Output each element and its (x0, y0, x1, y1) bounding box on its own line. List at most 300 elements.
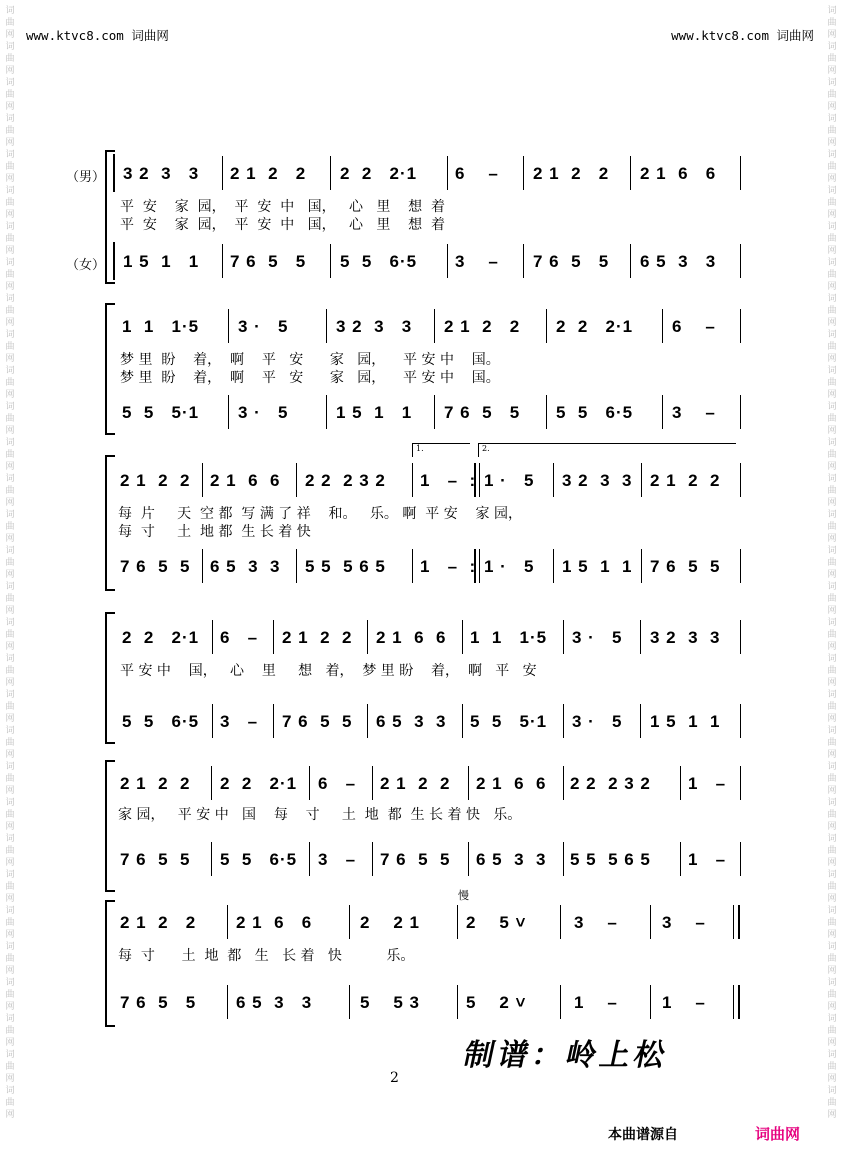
watermark-char: 曲 (827, 738, 837, 748)
watermark-char: 网 (827, 174, 837, 184)
barline (296, 463, 297, 497)
male-bar-5: 2 1 2 2 (533, 164, 610, 183)
final-barline (738, 985, 740, 1019)
watermark-char: 网 (827, 822, 837, 832)
watermark-char: 词 (827, 1014, 837, 1024)
watermark-char: 网 (5, 858, 15, 868)
watermark-char: 网 (5, 1002, 15, 1012)
watermark-char: 曲 (827, 522, 837, 532)
barline (273, 620, 274, 654)
watermark-char: 曲 (827, 774, 837, 784)
score-system-5 (0, 760, 842, 895)
watermark-char: 词 (5, 942, 15, 952)
barline (641, 549, 642, 583)
watermark-char: 网 (827, 390, 837, 400)
watermark-char: 曲 (827, 954, 837, 964)
male-bar-3: 2 2 2 3 2 (305, 471, 386, 490)
watermark-char: 词 (827, 762, 837, 772)
male-bar-5: 1 · 5 (484, 471, 535, 490)
watermark-char: 网 (5, 282, 15, 292)
male-bar-5: 2 1 6 6 (476, 774, 547, 793)
volta-first-ending: 1. (412, 443, 470, 457)
barline (740, 766, 741, 800)
barline (273, 704, 274, 738)
female-bar-5: 1 · 5 (484, 557, 535, 576)
system-bracket (105, 455, 115, 591)
barline (563, 704, 564, 738)
male-bar-2: 2 1 6 6 (236, 913, 313, 932)
watermark-char: 词 (827, 690, 837, 700)
barline (733, 985, 734, 1019)
watermark-char: 曲 (5, 954, 15, 964)
watermark-char: 网 (827, 642, 837, 652)
female-bar-3: 5 5 3 (360, 993, 420, 1012)
watermark-char: 网 (827, 282, 837, 292)
watermark-char: 网 (5, 570, 15, 580)
female-bar-7: 1 – (688, 850, 727, 869)
barline (553, 549, 554, 583)
watermark-char: 网 (827, 30, 837, 40)
watermark-char: 曲 (5, 342, 15, 352)
watermark-char: 词 (827, 834, 837, 844)
barline (212, 704, 213, 738)
male-bar-3: 2 2 2·1 (340, 164, 418, 183)
barline (740, 309, 741, 343)
watermark-char: 词 (5, 978, 15, 988)
female-bar-2: 3 – (220, 712, 259, 731)
watermark-char: 网 (5, 714, 15, 724)
watermark-char: 词 (5, 1050, 15, 1060)
watermark-char: 词 (827, 222, 837, 232)
barline (113, 242, 115, 280)
watermark-char: 词 (827, 582, 837, 592)
watermark-char: 网 (827, 1074, 837, 1084)
barline (228, 395, 229, 429)
watermark-char: 网 (827, 678, 837, 688)
watermark-char: 词 (827, 798, 837, 808)
female-bar-5: 1 – (574, 993, 618, 1012)
female-bar-1: 5 5 5·1 (122, 403, 200, 422)
watermark-char: 曲 (5, 702, 15, 712)
barline (662, 309, 663, 343)
barline (326, 395, 327, 429)
header-site-right: www.ktvc8.com 词曲网 (671, 28, 814, 43)
barline (650, 905, 651, 939)
footer-logo[interactable]: 词曲网 (755, 1125, 801, 1143)
male-bar-5: 1 1 1·5 (470, 628, 548, 647)
watermark-char: 词 (5, 618, 15, 628)
lyric-line-1: 每 片 天 空 都 写 满 了 祥 和。 乐。 啊 平 安 家 园， (118, 506, 522, 522)
watermark-char: 词 (5, 366, 15, 376)
barline (462, 704, 463, 738)
watermark-char: 曲 (827, 810, 837, 820)
watermark-char: 词 (827, 942, 837, 952)
watermark-char: 网 (827, 246, 837, 256)
watermark-char: 曲 (5, 306, 15, 316)
score-system-6 (0, 889, 842, 1030)
tempo-mark: 慢 (458, 889, 469, 902)
barline (202, 463, 203, 497)
watermark-char: 曲 (5, 90, 15, 100)
watermark-char: 网 (827, 1002, 837, 1012)
male-bar-4: 6 – (455, 164, 499, 183)
watermark-char: 网 (5, 390, 15, 400)
watermark-char: 网 (827, 138, 837, 148)
watermark-char: 曲 (5, 234, 15, 244)
barline (222, 156, 223, 190)
watermark-char: 词 (5, 654, 15, 664)
system-bracket (105, 760, 115, 892)
watermark-char: 词 (5, 150, 15, 160)
lyric-line-2: 梦 里 盼 着， 啊 平 安 家 园， 平 安 中 国。 (120, 370, 500, 386)
barline (367, 704, 368, 738)
female-bar-7: 1 5 1 1 (650, 712, 721, 731)
watermark-char: 词 (827, 618, 837, 628)
watermark-char: 曲 (5, 990, 15, 1000)
watermark-char: 网 (5, 534, 15, 544)
female-bar-3: 1 5 1 1 (336, 403, 413, 422)
watermark-char: 曲 (5, 1062, 15, 1072)
watermark-char: 曲 (827, 18, 837, 28)
female-bar-5: 7 6 5 5 (533, 252, 610, 271)
male-bar-7: 3 2 3 3 (650, 628, 721, 647)
watermark-char: 网 (827, 102, 837, 112)
watermark-char: 曲 (827, 702, 837, 712)
male-bar-1: 2 2 2·1 (122, 628, 200, 647)
watermark-char: 曲 (5, 846, 15, 856)
female-bar-5: 5 5 5·1 (470, 712, 548, 731)
watermark-char: 曲 (827, 1062, 837, 1072)
watermark-char: 曲 (827, 306, 837, 316)
barline (349, 905, 350, 939)
female-bar-6: 1 5 1 1 (562, 557, 633, 576)
male-bar-6: 6 – (672, 317, 716, 336)
barline (211, 766, 212, 800)
watermark-char: 网 (5, 138, 15, 148)
watermark-char: 曲 (827, 450, 837, 460)
watermark-char: 曲 (5, 630, 15, 640)
watermark-char: 网 (827, 66, 837, 76)
watermark-char: 词 (5, 258, 15, 268)
barline (650, 985, 651, 1019)
watermark-char: 网 (5, 210, 15, 220)
score-system-4 (0, 612, 842, 747)
barline (560, 905, 561, 939)
male-bar-1: 1 1 1·5 (122, 317, 200, 336)
watermark-char: 曲 (5, 1098, 15, 1108)
watermark-char: 曲 (827, 882, 837, 892)
barline (330, 244, 331, 278)
barline (563, 766, 564, 800)
male-bar-4: 2 1 2 2 (444, 317, 521, 336)
watermark-char: 曲 (5, 378, 15, 388)
male-bar-6: 3 2 3 3 (562, 471, 633, 490)
watermark-char: 词 (827, 6, 837, 16)
barline (202, 549, 203, 583)
watermark-char: 曲 (827, 90, 837, 100)
watermark-char: 曲 (827, 1026, 837, 1036)
female-bar-3: 5 5 6·5 (340, 252, 418, 271)
system-bracket (105, 303, 115, 435)
barline (412, 549, 413, 583)
barline (630, 156, 631, 190)
watermark-char: 曲 (5, 126, 15, 136)
watermark-char: 曲 (827, 918, 837, 928)
female-bar-4: 1 – : (420, 557, 477, 576)
watermark-char: 曲 (827, 198, 837, 208)
lyric-line-1: 平 安 家 园， 平 安 中 国， 心 里 想 着 (120, 199, 446, 215)
watermark-char: 网 (5, 678, 15, 688)
watermark-char: 词 (827, 510, 837, 520)
watermark-char: 网 (827, 894, 837, 904)
male-bar-3: 2 1 2 2 (282, 628, 353, 647)
barline (640, 620, 641, 654)
male-bar-1: 2 1 2 2 (120, 913, 197, 932)
watermark-char: 网 (827, 1110, 837, 1120)
female-bar-1: 5 5 6·5 (122, 712, 200, 731)
female-bar-6: 6 5 3 3 (640, 252, 717, 271)
watermark-char: 网 (5, 1074, 15, 1084)
watermark-char: 词 (5, 870, 15, 880)
female-bar-1: 1 5 1 1 (123, 252, 200, 271)
watermark-char: 网 (5, 966, 15, 976)
watermark-char: 词 (827, 402, 837, 412)
watermark-char: 网 (5, 462, 15, 472)
lyric-line-1: 每 寸 土 地 都 生 长 着 快 乐。 (118, 948, 415, 964)
watermark-char: 曲 (5, 810, 15, 820)
watermark-char: 词 (827, 42, 837, 52)
barline (227, 905, 228, 939)
watermark-char: 网 (5, 318, 15, 328)
watermark-char: 词 (827, 330, 837, 340)
barline (447, 156, 448, 190)
barline (479, 463, 480, 497)
female-bar-2: 6 5 3 3 (210, 557, 281, 576)
voice-label-female: （女） (66, 258, 106, 273)
female-bar-1: 7 6 5 5 (120, 557, 191, 576)
watermark-char: 词 (5, 186, 15, 196)
watermark-char: 词 (827, 978, 837, 988)
watermark-char: 网 (827, 858, 837, 868)
footer-source-text: 本曲谱源自 (608, 1127, 678, 1143)
barline (113, 154, 115, 192)
watermark-char: 网 (827, 318, 837, 328)
watermark-char: 曲 (5, 558, 15, 568)
watermark-char: 词 (827, 870, 837, 880)
watermark-char: 曲 (5, 1026, 15, 1036)
barline (680, 766, 681, 800)
watermark-char: 曲 (827, 630, 837, 640)
barline (372, 766, 373, 800)
watermark-char: 网 (827, 210, 837, 220)
watermark-char: 曲 (827, 342, 837, 352)
watermark-char: 网 (5, 498, 15, 508)
female-bar-6: 1 – (662, 993, 706, 1012)
watermark-char: 网 (827, 1038, 837, 1048)
watermark-char: 词 (5, 798, 15, 808)
barline (560, 985, 561, 1019)
score-system-2 (0, 303, 842, 438)
barline (309, 842, 310, 876)
watermark-char: 曲 (827, 666, 837, 676)
male-bar-6: 2 2 2 3 2 (570, 774, 651, 793)
barline (740, 156, 741, 190)
lyric-line-2: 每 寸 土 地 都 生 长 着 快 (118, 524, 311, 540)
watermark-char: 词 (5, 294, 15, 304)
watermark-char: 曲 (827, 486, 837, 496)
lyric-line-1: 梦 里 盼 着， 啊 平 安 家 园， 平 安 中 国。 (120, 352, 500, 368)
watermark-char: 词 (5, 726, 15, 736)
female-bar-7: 7 6 5 5 (650, 557, 721, 576)
final-barline (738, 905, 740, 939)
watermark-char: 词 (5, 222, 15, 232)
watermark-char: 网 (5, 174, 15, 184)
watermark-char: 词 (5, 1086, 15, 1096)
male-bar-3: 3 2 3 3 (336, 317, 413, 336)
female-bar-2: 3 · 5 (238, 403, 289, 422)
watermark-char: 词 (5, 474, 15, 484)
repeat-barline (474, 463, 476, 497)
repeat-barline (474, 549, 476, 583)
barline (733, 905, 734, 939)
watermark-char: 曲 (827, 558, 837, 568)
female-bar-4: 3 – (455, 252, 499, 271)
system-bracket (105, 900, 115, 1027)
barline (330, 156, 331, 190)
watermark-char: 曲 (5, 54, 15, 64)
watermark-char: 网 (5, 894, 15, 904)
watermark-char: 网 (5, 66, 15, 76)
male-bar-5: 3 – (574, 913, 618, 932)
female-bar-1: 7 6 5 5 (120, 993, 197, 1012)
barline (222, 244, 223, 278)
watermark-char: 曲 (5, 414, 15, 424)
barline (457, 985, 458, 1019)
watermark-char: 词 (827, 294, 837, 304)
male-bar-4: 2 1 6 6 (376, 628, 447, 647)
watermark-char: 曲 (5, 486, 15, 496)
watermark-char: 词 (5, 762, 15, 772)
female-bar-3: 3 – (318, 850, 357, 869)
watermark-char: 曲 (827, 378, 837, 388)
barline (468, 766, 469, 800)
male-bar-2: 2 1 6 6 (210, 471, 281, 490)
watermark-char: 词 (5, 78, 15, 88)
watermark-char: 网 (827, 966, 837, 976)
male-bar-6: 3 – (662, 913, 706, 932)
barline (457, 905, 458, 939)
watermark-char: 曲 (5, 666, 15, 676)
watermark-char: 词 (5, 402, 15, 412)
watermark-char: 曲 (5, 918, 15, 928)
watermark-char: 词 (827, 726, 837, 736)
watermark-char: 词 (827, 438, 837, 448)
male-bar-6: 3 · 5 (572, 628, 623, 647)
watermark-char: 网 (5, 1110, 15, 1120)
barline (479, 549, 480, 583)
watermark-char: 曲 (827, 162, 837, 172)
female-bar-4: 5 2 ˅ (466, 993, 527, 1012)
barline (740, 395, 741, 429)
volta-second-ending: 2. (478, 443, 736, 457)
barline (211, 842, 212, 876)
male-bar-6: 2 1 6 6 (640, 164, 717, 183)
watermark-char: 词 (827, 114, 837, 124)
watermark-char: 网 (5, 246, 15, 256)
watermark-char: 网 (5, 642, 15, 652)
barline (296, 549, 297, 583)
barline (309, 766, 310, 800)
male-bar-5: 2 2 2·1 (556, 317, 634, 336)
barline (641, 463, 642, 497)
score-system-1 (0, 150, 842, 300)
barline (740, 620, 741, 654)
watermark-char: 曲 (827, 990, 837, 1000)
watermark-char: 曲 (827, 270, 837, 280)
male-bar-4: 2 1 2 2 (380, 774, 451, 793)
transcriber-signature: 制谱：岭上松 (460, 1038, 672, 1073)
female-bar-6: 3 – (672, 403, 716, 422)
male-bar-3: 6 – (318, 774, 357, 793)
male-bar-3: 2 2 1 (360, 913, 420, 932)
female-bar-1: 7 6 5 5 (120, 850, 191, 869)
watermark-char: 词 (5, 906, 15, 916)
female-bar-3: 5 5 5 6 5 (305, 557, 386, 576)
watermark-char: 曲 (827, 234, 837, 244)
watermark-char: 曲 (5, 774, 15, 784)
barline (434, 309, 435, 343)
barline (462, 620, 463, 654)
watermark-char: 网 (5, 426, 15, 436)
watermark-char: 网 (827, 930, 837, 940)
barline (630, 244, 631, 278)
watermark-char: 曲 (5, 594, 15, 604)
watermark-char: 曲 (5, 198, 15, 208)
male-bar-2: 2 1 2 2 (230, 164, 307, 183)
watermark-char: 词 (5, 438, 15, 448)
barline (227, 985, 228, 1019)
watermark-char: 网 (827, 786, 837, 796)
barline (326, 309, 327, 343)
watermark-char: 词 (827, 186, 837, 196)
watermark-char: 词 (5, 42, 15, 52)
barline (740, 549, 741, 583)
watermark-char: 词 (5, 510, 15, 520)
watermark-char: 网 (827, 462, 837, 472)
watermark-char: 网 (5, 606, 15, 616)
watermark-char: 曲 (827, 594, 837, 604)
barline (372, 842, 373, 876)
watermark-char: 网 (827, 750, 837, 760)
female-bar-2: 5 5 6·5 (220, 850, 298, 869)
watermark-char: 词 (827, 1050, 837, 1060)
watermark-char: 词 (5, 690, 15, 700)
watermark-char: 词 (827, 474, 837, 484)
page-number: 2 (390, 1070, 399, 1086)
watermark-char: 网 (5, 822, 15, 832)
male-bar-1: 2 1 2 2 (120, 471, 191, 490)
watermark-char: 曲 (827, 414, 837, 424)
barline (349, 985, 350, 1019)
female-bar-2: 7 6 5 5 (230, 252, 307, 271)
barline (740, 463, 741, 497)
barline (523, 156, 524, 190)
barline (447, 244, 448, 278)
watermark-char: 曲 (5, 522, 15, 532)
watermark-char: 曲 (5, 270, 15, 280)
watermark-char: 词 (827, 546, 837, 556)
barline (740, 244, 741, 278)
